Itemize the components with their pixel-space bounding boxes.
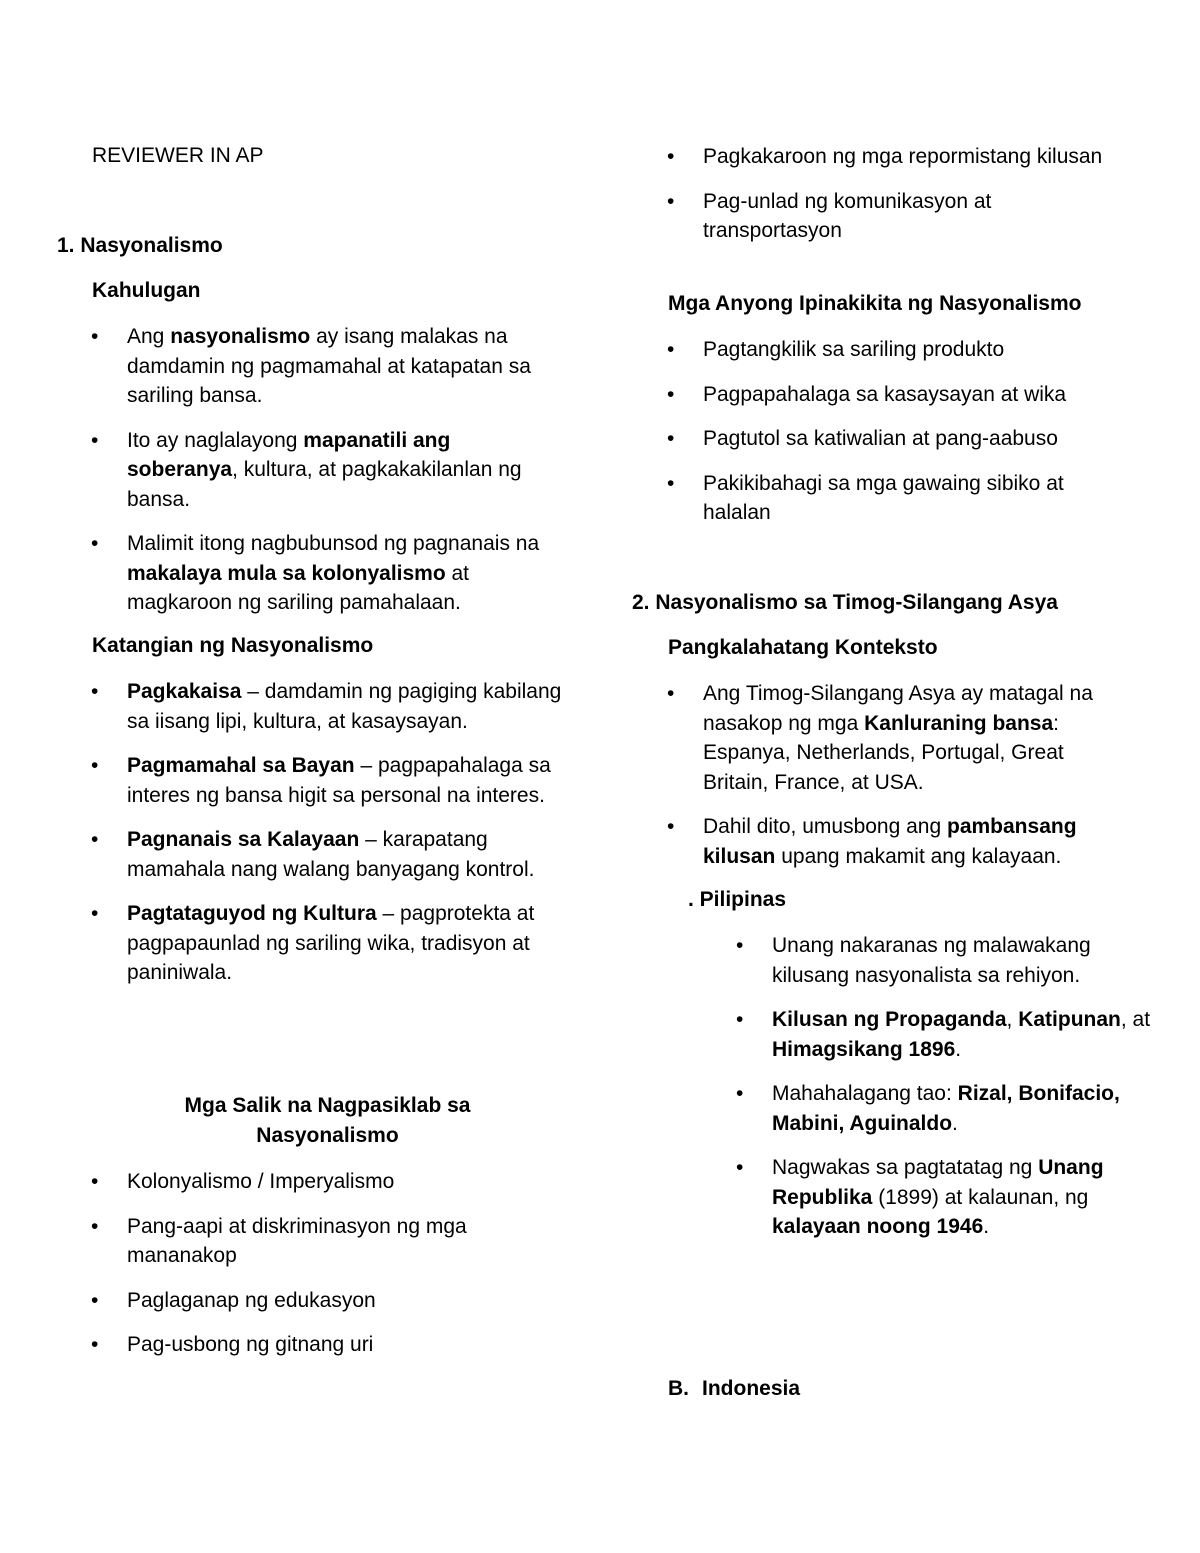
list-item: • Pag-unlad ng komunikasyon at transportasyon [703, 187, 1103, 246]
section-2-heading: 2. Nasyonalismo sa Timog-Silangang Asya [632, 591, 1058, 614]
list-item: • Pagpapahalaga sa kasaysayan at wika [703, 380, 1123, 410]
salik-heading: Mga Salik na Nagpasiklab sa Nasyonalismo [184, 1094, 471, 1147]
list-item: • Nagwakas sa pagtatatag ng Unang Republika (1899) at kalaunan, ng kalayaan noong 1946. [736, 1156, 1104, 1238]
list-item: • Paglaganap ng edukasyon [127, 1286, 567, 1316]
bullet-icon: • [91, 1333, 99, 1356]
list-item: • Kolonyalismo / Imperyalismo [127, 1167, 567, 1197]
list-item: • Pagkakaroon ng mga repormistang kilusan [703, 142, 1103, 172]
katangian-list [91, 677, 567, 988]
bullet-icon: • [91, 1288, 99, 1312]
list-item: • Dahil dito, umusbong ang pambansang kilusan upang makamit ang kalayaan. [667, 815, 1077, 868]
list-item: • Pagtutol sa katiwalian at pang-aabuso [703, 424, 1123, 454]
kahulugan-list [91, 322, 567, 618]
indonesia-letter: B. [668, 1377, 689, 1400]
list-item: • Mahahalagang tao: Rizal, Bonifacio, Mabini, Aguinaldo. [736, 1082, 1120, 1135]
konteksto-list [667, 679, 1133, 871]
list-item: • Unang nakaranas ng malawakang kilusang nasyonalista sa rehiyon. [736, 934, 1091, 987]
list-item: • Pang-aapi at diskriminasyon ng mga mananakop [127, 1212, 567, 1271]
bullet-icon: • [667, 471, 675, 495]
kahulugan-heading: Kahulugan [92, 279, 201, 302]
salik-list [91, 1167, 567, 1360]
katangian-heading: Katangian ng Nasyonalismo [92, 634, 374, 657]
list-item: • Pagkakaisa – damdamin ng pagiging kabilang sa iisang lipi, kultura, at kasaysayan. [91, 680, 562, 733]
section-1-heading: 1. Nasyonalismo [57, 234, 223, 257]
bullet-icon: • [667, 189, 675, 213]
list-item: • Ang nasyonalismo ay isang malakas na damdamin ng pagmamahal at katapatan sa sariling bansa. [91, 325, 531, 407]
list-item: • Malimit itong nagbubunsod ng pagnanais na makalaya mula sa kolonyalismo at magkaroon ng sariling pamahalaan. [91, 532, 540, 614]
anyo-list [667, 335, 1123, 528]
list-item: • Pagtangkilik sa sariling produkto [703, 335, 1123, 365]
document-title: REVIEWER IN AP [92, 144, 264, 167]
bullet-icon: • [91, 1170, 99, 1193]
bullet-icon: • [667, 145, 675, 168]
list-item: • Ang Timog-Silangang Asya ay matagal na nasakop ng mga Kanluraning bansa: Espanya, Netherlands, Portugal, Great Britain, France, at USA. [667, 682, 1093, 794]
pilipinas-list [736, 931, 1152, 1242]
bullet-icon: • [667, 427, 675, 450]
list-item: • Pagnanais sa Kalayaan – karapatang mamahala nang walang banyagang kontrol. [91, 828, 535, 881]
bullet-icon: • [667, 338, 675, 361]
list-item: • Pagmamahal sa Bayan – pagpapahalaga sa interes ng bansa higit sa personal na interes. [91, 754, 551, 807]
pilipinas-heading: . Pilipinas [688, 888, 787, 911]
indonesia-label: Indonesia [702, 1377, 801, 1400]
bullet-icon: • [91, 1214, 99, 1238]
list-item: • Ito ay naglalayong mapanatili ang soberanya, kultura, at pagkakakilanlan ng bansa. [91, 428, 522, 511]
list-item: • Kilusan ng Propaganda, Katipunan, at Himagsikang 1896. [736, 1008, 1151, 1061]
list-item: • Pag-usbong ng gitnang uri [127, 1330, 567, 1360]
indonesia-heading [668, 1377, 800, 1401]
bullet-icon: • [667, 382, 675, 406]
list-item: • Pakikibahagi sa mga gawaing sibiko at halalan [703, 469, 1123, 528]
list-item: • Pagtataguyod ng Kultura – pagprotekta at pagpapaunlad ng sariling wika, tradisyon at paniniwala. [91, 902, 535, 984]
konteksto-heading: Pangkalahatang Konteksto [668, 636, 938, 659]
anyo-heading: Mga Anyong Ipinakikita ng Nasyonalismo [668, 292, 1082, 315]
salik-list-continued [667, 142, 1103, 246]
